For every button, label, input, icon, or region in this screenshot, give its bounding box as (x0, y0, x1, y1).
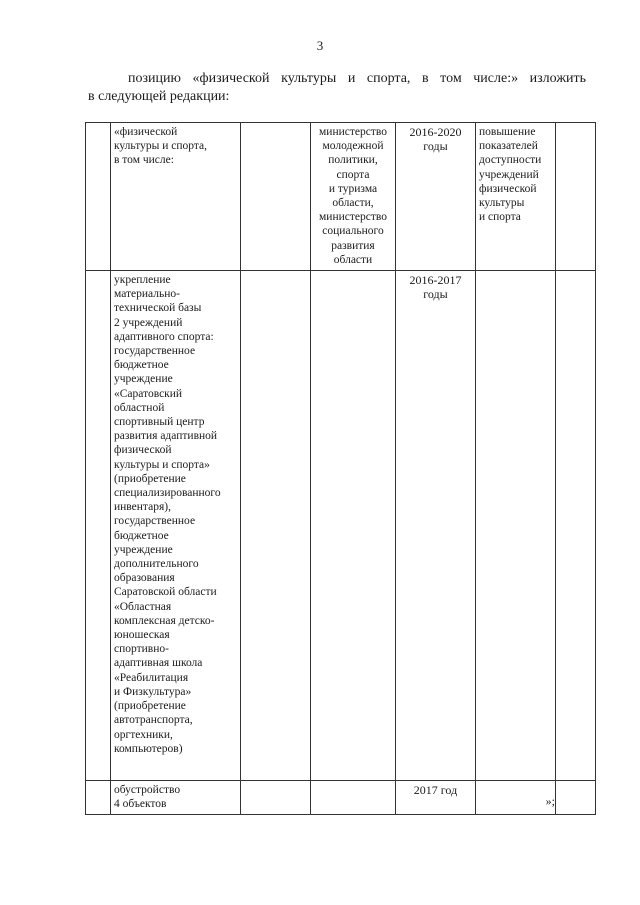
table-cell-empty (241, 781, 311, 815)
table-cell-empty (556, 123, 596, 271)
table-row (86, 781, 596, 815)
table-cell-number (86, 271, 111, 781)
table-row (86, 271, 596, 781)
table-cell-executor: министерство молодежной политики, спорта и туризма области, министерство социального развития области (311, 123, 396, 271)
intro-paragraph (88, 70, 586, 106)
table-cell-name: обустройство 4 объектов (111, 781, 241, 815)
table-cell-number (86, 781, 111, 815)
closing-quote-mark: »; (545, 793, 555, 808)
table-cell-result (476, 781, 556, 815)
table-cell-years: 2016-2020 годы (396, 123, 476, 271)
table-cell-name: «физической культуры и спорта, в том числе: (111, 123, 241, 271)
table-cell-years: 2017 год (396, 781, 476, 815)
intro-line-1: позицию «физической культуры и спорта, в том числе:» изложить (128, 71, 586, 86)
table-row (86, 123, 596, 271)
table-cell-empty (241, 271, 311, 781)
table-cell-empty (556, 271, 596, 781)
table-cell-number (86, 123, 111, 271)
table-cell-result (476, 271, 556, 781)
table-cell-years: 2016-2017 годы (396, 271, 476, 781)
page-number: 3 (316, 38, 324, 53)
table-cell-result: повышение показателей доступности учреждений физической культуры и спорта (476, 123, 556, 271)
intro-line-2: в следующей редакции: (88, 89, 230, 104)
table-cell-empty (241, 123, 311, 271)
table-cell-name: укрепление материально- технической базы 2 учреждений адаптивного спорта: государственное бюджетное учреждение «Саратовский областной спортивный центр развития адаптивной физической культуры и спорта» (приобретение специализированного инвентаря), государственное бюджетное учреждение дополнительного образования Саратовской области «Областная комплексная детско- юношеская спортивно- адаптивная школа «Реабилитация и Физкультура» (приобретение автотранспорта, оргтехники, компьютеров) (111, 271, 241, 781)
program-table (85, 122, 596, 815)
table-cell-empty (545, 781, 596, 815)
table-cell-executor (311, 271, 396, 781)
table-cell-executor (311, 781, 396, 815)
